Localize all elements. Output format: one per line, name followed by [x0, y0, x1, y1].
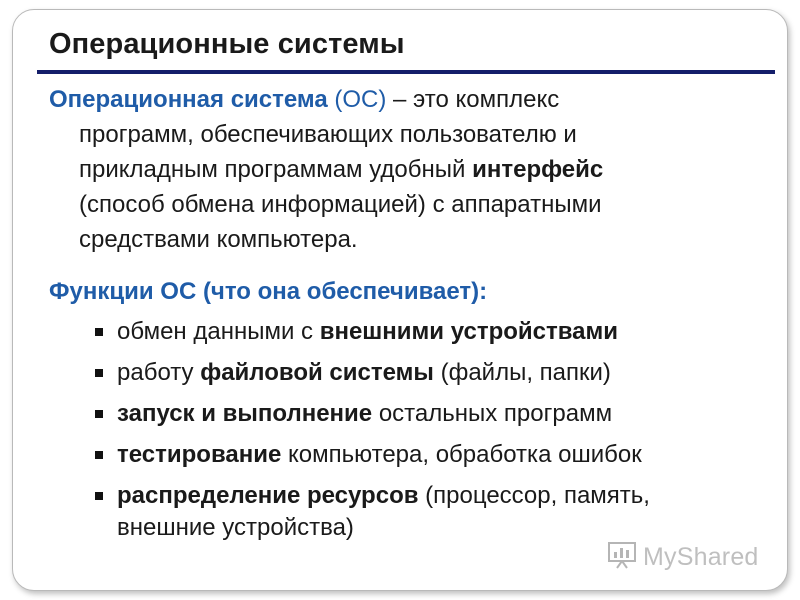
slide: [12, 9, 788, 591]
definition-line-3: [49, 152, 749, 187]
presentation-chart-icon: [607, 540, 637, 575]
definition-paragraph: [49, 82, 749, 257]
list-item-bold: внешними устройствами: [319, 318, 619, 345]
definition-line-4: (способ обмена информацией) с аппаратными: [79, 191, 602, 218]
list-item-text: работу: [117, 359, 201, 386]
list-item-continuation: внешние устройства): [117, 514, 354, 541]
list-item: [95, 480, 785, 544]
list-item-bold: тестирование: [117, 441, 282, 468]
square-bullet-icon: [95, 451, 103, 459]
title-underline: [37, 70, 775, 74]
watermark-text: MyShared: [643, 542, 759, 571]
list-item-text-after: (процессор, память,: [418, 482, 650, 509]
list-item: [95, 439, 785, 471]
list-item-bold: распределение ресурсов: [117, 482, 419, 509]
definition-term: Операционная система: [49, 86, 328, 113]
list-item: [95, 398, 785, 430]
functions-heading: Функции ОС (что она обеспечивает):: [49, 278, 488, 305]
definition-line-5: средствами компьютера.: [79, 226, 358, 253]
list-item-bold: файловой системы: [200, 359, 434, 386]
list-item-text-after: (файлы, папки): [433, 359, 611, 386]
square-bullet-icon: [95, 369, 103, 377]
definition-line-1: [49, 82, 749, 117]
list-item-text-after: остальных программ: [372, 400, 613, 427]
list-item: [95, 357, 785, 389]
definition-line-2: программ, обеспечивающих пользователю и: [79, 121, 577, 148]
list-item-text-after: компьютера, обработка ошибок: [281, 441, 642, 468]
list-item-text: обмен данными с: [117, 318, 320, 345]
square-bullet-icon: [95, 410, 103, 418]
square-bullet-icon: [95, 492, 103, 500]
definition-line-3-text: прикладным программам удобный: [79, 156, 473, 183]
list-item: [95, 316, 785, 348]
definition-line-1-rest: – это комплекс: [386, 86, 560, 113]
list-item-bold: запуск и выполнение: [117, 400, 373, 427]
functions-list: [95, 316, 785, 553]
definition-abbreviation: (ОС): [334, 86, 387, 113]
definition-interface-term: интерфейс: [472, 156, 604, 183]
square-bullet-icon: [95, 328, 103, 336]
slide-title: Операционные системы: [49, 28, 405, 60]
watermark: [607, 539, 759, 575]
